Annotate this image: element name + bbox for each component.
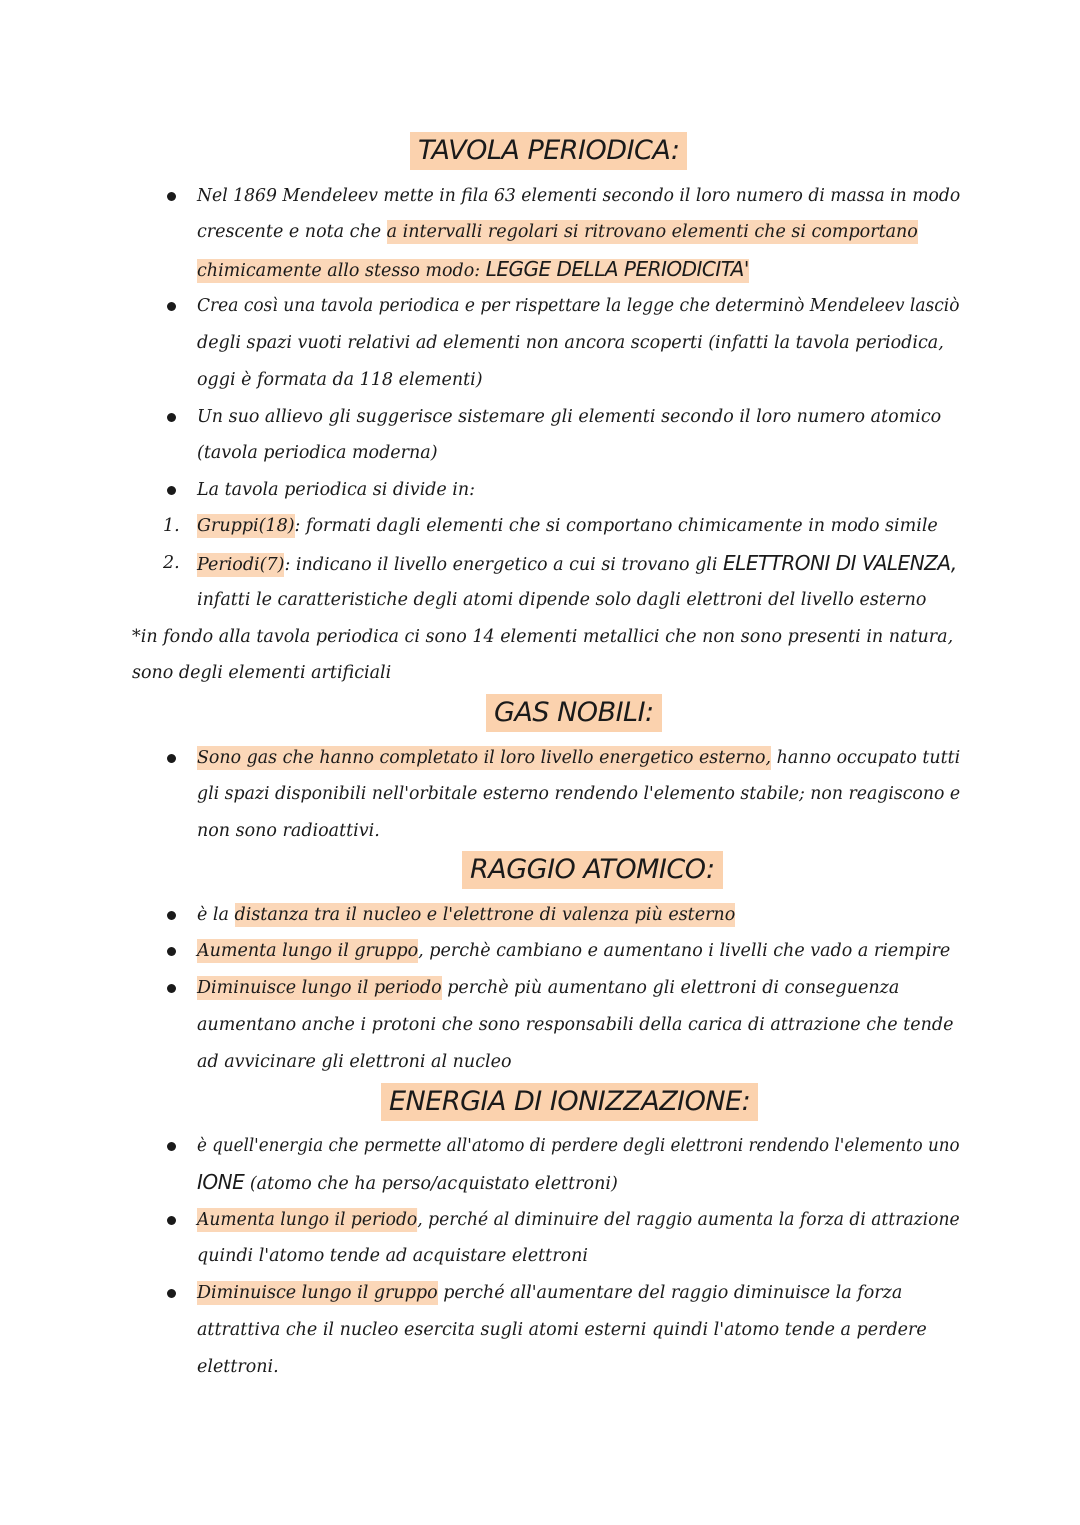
bullet	[167, 754, 176, 763]
bullet	[167, 192, 176, 201]
text-line: Aumenta lungo il gruppo, perchè cambiano e aumentano i livelli che vado a riempire	[197, 941, 951, 961]
section-title-raggio-atomico: RAGGIO ATOMICO:	[462, 851, 723, 889]
bullet	[167, 1142, 176, 1151]
text-line: infatti le caratteristiche degli atomi dipende solo dagli elettroni del livello esterno	[197, 590, 927, 610]
bullet	[167, 1216, 176, 1225]
highlight: Aumenta lungo il gruppo	[197, 941, 419, 961]
text-line: quindi l'atomo tende ad acquistare elettroni	[197, 1246, 588, 1266]
bullet	[167, 1289, 176, 1298]
text-line: è la distanza tra il nucleo e l'elettrone di valenza più esterno	[197, 905, 736, 925]
footnote-line: *in fondo alla tavola periodica ci sono 14 elementi metallici che non sono presenti in natura,	[132, 627, 954, 647]
highlight: Diminuisce lungo il gruppo	[197, 1283, 438, 1303]
text-line: Nel 1869 Mendeleev mette in fila 63 elementi secondo il loro numero di massa in modo	[197, 186, 961, 206]
bullet	[167, 302, 176, 311]
text-line: Sono gas che hanno completato il loro livello energetico esterno, hanno occupato tutti	[197, 748, 961, 768]
text-line: Periodi(7): indicano il livello energetico a cui si trovano gli ELETTRONI DI VALENZA,	[197, 551, 957, 575]
highlight: chimicamente allo stesso modo: LEGGE DELLA PERIODICITA'	[197, 257, 749, 281]
text-line: IONE (atomo che ha perso/acquistato elettroni)	[197, 1170, 618, 1194]
text-line: Diminuisce lungo il periodo perchè più aumentano gli elettroni di conseguenza	[197, 978, 900, 998]
bullet	[167, 947, 176, 956]
text-line: La tavola periodica si divide in:	[197, 480, 476, 500]
text-line	[197, 255, 749, 285]
list-number: 2.	[163, 553, 180, 573]
highlight: Periodi(7)	[197, 555, 285, 575]
text-line: (tavola periodica moderna)	[197, 443, 438, 463]
text-line: oggi è formata da 118 elementi)	[197, 370, 483, 390]
bullet	[167, 413, 176, 422]
highlight: distanza tra il nucleo e l'elettrone di valenza più esterno	[234, 905, 736, 925]
bullet	[167, 486, 176, 495]
text-line: crescente e nota che a intervalli regolari si ritrovano elementi che si comportano	[197, 222, 918, 242]
text-line: Diminuisce lungo il gruppo perché all'aumentare del raggio diminuisce la forza	[197, 1283, 903, 1303]
highlight: Diminuisce lungo il periodo	[197, 978, 442, 998]
bullet	[167, 984, 176, 993]
section-title-energia-di-ionizzazione: ENERGIA DI IONIZZAZIONE:	[381, 1083, 758, 1121]
text-line: gli spazi disponibili nell'orbitale esterno rendendo l'elemento stabile; non reagiscono e	[197, 784, 961, 804]
text-line: degli spazi vuoti relativi ad elementi non ancora scoperti (infatti la tavola periodica,	[197, 333, 944, 353]
text-line: è quell'energia che permette all'atomo di perdere degli elettroni rendendo l'elemento uno	[197, 1136, 960, 1156]
text-line: ad avvicinare gli elettroni al nucleo	[197, 1052, 512, 1072]
text-line: elettroni.	[197, 1357, 279, 1377]
section-title-tavola-periodica: TAVOLA PERIODICA:	[410, 132, 687, 170]
text-line: aumentano anche i protoni che sono responsabili della carica di attrazione che tende	[197, 1015, 954, 1035]
section-title-gas-nobili: GAS NOBILI:	[486, 694, 662, 732]
text-line: Aumenta lungo il periodo, perché al diminuire del raggio aumenta la forza di attrazione	[197, 1210, 960, 1230]
footnote-line: sono degli elementi artificiali	[132, 663, 392, 683]
highlight: Aumenta lungo il periodo	[197, 1210, 418, 1230]
highlight: a intervalli regolari si ritrovano elementi che si comportano	[386, 222, 918, 242]
text-line: Gruppi(18): formati dagli elementi che si comportano chimicamente in modo simile	[197, 516, 938, 536]
highlight: Sono gas che hanno completato il loro livello energetico esterno,	[197, 748, 772, 768]
list-number: 1.	[163, 516, 180, 536]
text-line: attrattiva che il nucleo esercita sugli atomi esterni quindi l'atomo tende a perdere	[197, 1320, 927, 1340]
highlight: Gruppi(18)	[197, 516, 295, 536]
text-line: Crea così una tavola periodica e per rispettare la legge che determinò Mendeleev lasciò	[197, 296, 960, 316]
bullet	[167, 911, 176, 920]
text-line: non sono radioattivi.	[197, 821, 380, 841]
text-line: Un suo allievo gli suggerisce sistemare gli elementi secondo il loro numero atomico	[197, 407, 942, 427]
